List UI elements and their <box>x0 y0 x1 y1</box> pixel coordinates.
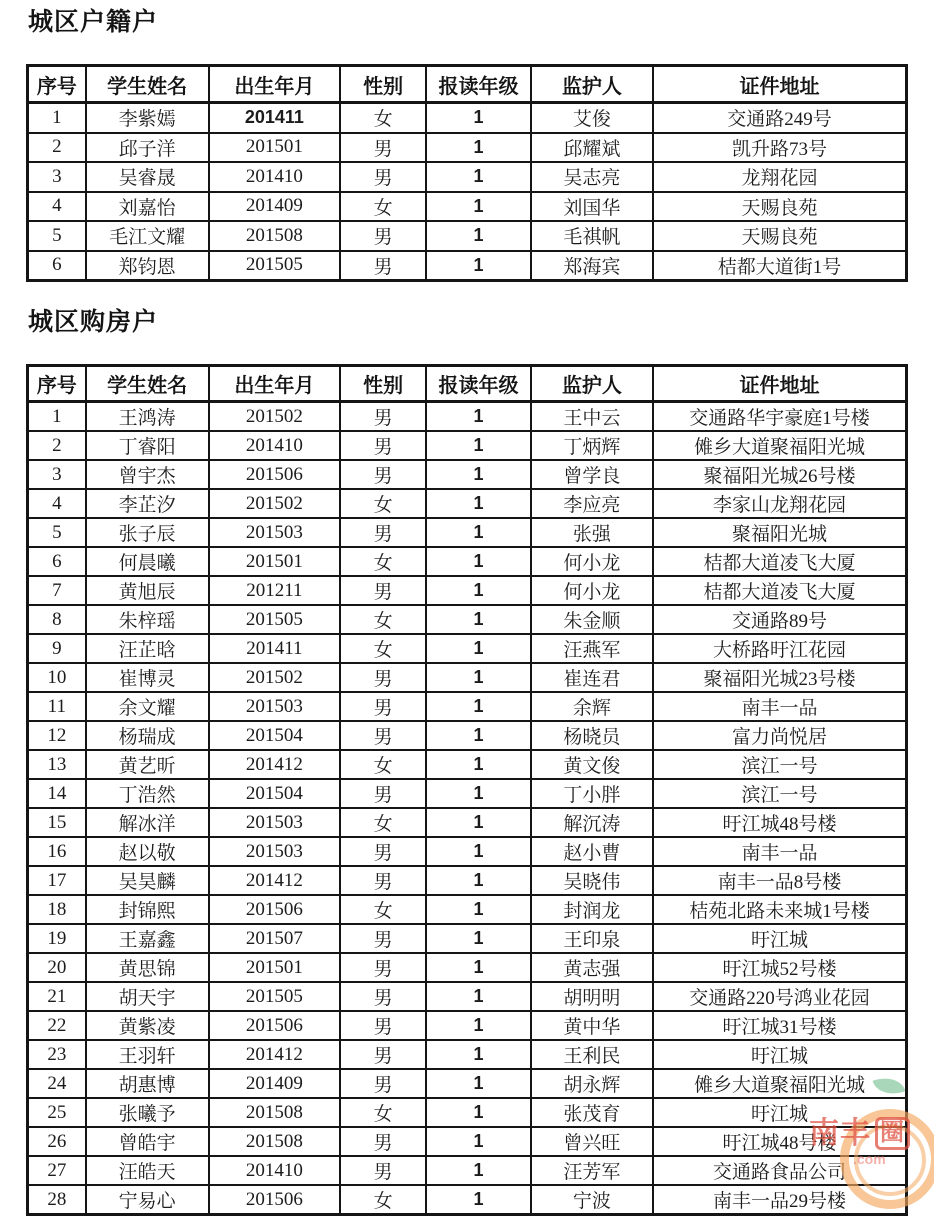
table-cell: 201504 <box>209 779 340 808</box>
table-cell: 旴江城31号楼 <box>653 1011 906 1040</box>
table-cell: 男 <box>340 924 426 953</box>
table-cell: 交通路220号鸿业花园 <box>653 982 906 1011</box>
column-header: 序号 <box>28 366 86 402</box>
table-cell: 滨江一号 <box>653 750 906 779</box>
table-cell: 旴江城 <box>653 1040 906 1069</box>
column-header: 性别 <box>340 66 426 103</box>
table-row <box>28 837 907 866</box>
table-cell: 1 <box>426 103 531 133</box>
section-title-home-buyer-households: 城区购房户 <box>28 308 159 336</box>
table-cell: 1 <box>426 837 531 866</box>
table-cell: 傩乡大道聚福阳光城 <box>653 1069 906 1098</box>
table-cell: 旴江城48号楼 <box>653 808 906 837</box>
table-cell: 吴晓伟 <box>531 866 653 895</box>
table-cell: 丁炳辉 <box>531 431 653 460</box>
section-registered-households <box>18 64 916 282</box>
table-cell: 201412 <box>209 1040 340 1069</box>
table-row <box>28 489 907 518</box>
home-buyer-households-table <box>26 364 908 1216</box>
header-row <box>28 366 907 402</box>
table-cell: 男 <box>340 866 426 895</box>
table-cell: 张强 <box>531 518 653 547</box>
table-cell: 201410 <box>209 1156 340 1185</box>
table-cell: 23 <box>28 1040 86 1069</box>
table-cell: 南丰一品 <box>653 837 906 866</box>
table-cell: 201502 <box>209 663 340 692</box>
table-cell: 毛江文耀 <box>86 221 209 251</box>
watermark-brand: 南丰 <box>809 1116 871 1150</box>
table-cell: 201501 <box>209 953 340 982</box>
table-cell: 2 <box>28 133 86 163</box>
table-cell: 龙翔花园 <box>653 162 906 192</box>
table-cell: 何小龙 <box>531 547 653 576</box>
table-cell: 24 <box>28 1069 86 1098</box>
table-cell: 男 <box>340 518 426 547</box>
table-cell: 201503 <box>209 692 340 721</box>
table-cell: 桔都大道凌飞大厦 <box>653 576 906 605</box>
table-cell: 男 <box>340 1069 426 1098</box>
table-cell: 胡天宇 <box>86 982 209 1011</box>
table-row <box>28 866 907 895</box>
table-cell: 1 <box>426 1156 531 1185</box>
table-cell: 王利民 <box>531 1040 653 1069</box>
table-row <box>28 431 907 460</box>
table-cell: 李家山龙翔花园 <box>653 489 906 518</box>
table-cell: 赵以敬 <box>86 837 209 866</box>
table-cell: 13 <box>28 750 86 779</box>
table-cell: 宁易心 <box>86 1185 209 1215</box>
table-cell: 1 <box>426 953 531 982</box>
table-cell: 女 <box>340 634 426 663</box>
table-cell: 朱梓瑶 <box>86 605 209 634</box>
table-cell: 男 <box>340 460 426 489</box>
table-cell: 1 <box>426 547 531 576</box>
table-cell: 女 <box>340 605 426 634</box>
table-cell: 封润龙 <box>531 895 653 924</box>
table-cell: 男 <box>340 692 426 721</box>
table-cell: 毛祺帆 <box>531 221 653 251</box>
column-header: 监护人 <box>531 66 653 103</box>
registered-households-table <box>26 64 908 282</box>
table-cell: 南丰一品8号楼 <box>653 866 906 895</box>
table-cell: 汪皓天 <box>86 1156 209 1185</box>
table-cell: 女 <box>340 489 426 518</box>
table-cell: 201506 <box>209 460 340 489</box>
table-cell: 201411 <box>209 634 340 663</box>
table-cell: 郑海宾 <box>531 251 653 281</box>
column-header: 证件地址 <box>653 366 906 402</box>
table-cell: 天赐良苑 <box>653 192 906 222</box>
table-cell: 15 <box>28 808 86 837</box>
table-cell: 黄紫凌 <box>86 1011 209 1040</box>
table-cell: 201411 <box>209 103 340 133</box>
table-cell: 聚福阳光城26号楼 <box>653 460 906 489</box>
table-cell: 女 <box>340 547 426 576</box>
table-cell: 201505 <box>209 982 340 1011</box>
table-cell: 胡永辉 <box>531 1069 653 1098</box>
table-cell: 崔博灵 <box>86 663 209 692</box>
table-row <box>28 953 907 982</box>
header-row <box>28 66 907 103</box>
table-row <box>28 808 907 837</box>
table-cell: 201501 <box>209 133 340 163</box>
table-cell: 201409 <box>209 192 340 222</box>
table-cell: 王中云 <box>531 402 653 432</box>
table-cell: 李紫嫣 <box>86 103 209 133</box>
table-cell: 1 <box>426 489 531 518</box>
table-cell: 王嘉鑫 <box>86 924 209 953</box>
table-cell: 1 <box>426 779 531 808</box>
table-cell: 201409 <box>209 1069 340 1098</box>
table-cell: 黄中华 <box>531 1011 653 1040</box>
table-cell: 交通路89号 <box>653 605 906 634</box>
table-cell: 崔连君 <box>531 663 653 692</box>
table-cell: 旴江城52号楼 <box>653 953 906 982</box>
table-cell: 男 <box>340 1127 426 1156</box>
table-cell: 桔都大道凌飞大厦 <box>653 547 906 576</box>
table-cell: 黄志强 <box>531 953 653 982</box>
table-cell: 男 <box>340 1156 426 1185</box>
table-cell: 5 <box>28 221 86 251</box>
table-row <box>28 605 907 634</box>
table-cell: 1 <box>28 402 86 432</box>
table-cell: 汪芷晗 <box>86 634 209 663</box>
table-cell: 胡明明 <box>531 982 653 1011</box>
table-cell: 18 <box>28 895 86 924</box>
table-row <box>28 721 907 750</box>
table-cell: 杨瑞成 <box>86 721 209 750</box>
table-cell: 1 <box>426 221 531 251</box>
table-cell: 女 <box>340 1098 426 1127</box>
table-cell: 男 <box>340 982 426 1011</box>
table-cell: 4 <box>28 192 86 222</box>
table-cell: 交通路食品公司 <box>653 1156 906 1185</box>
table-cell: 汪燕军 <box>531 634 653 663</box>
table-cell: 宁波 <box>531 1185 653 1215</box>
table-cell: 1 <box>426 251 531 281</box>
table-cell: 汪芳军 <box>531 1156 653 1185</box>
table-cell: 刘国华 <box>531 192 653 222</box>
table-cell: 3 <box>28 162 86 192</box>
table-cell: 天赐良苑 <box>653 221 906 251</box>
table-cell: 201501 <box>209 547 340 576</box>
table-cell: 旴江城48号楼 <box>653 1127 906 1156</box>
table-row <box>28 895 907 924</box>
table-cell: 11 <box>28 692 86 721</box>
table-row <box>28 1098 907 1127</box>
column-header: 报读年级 <box>426 366 531 402</box>
table-cell: 201508 <box>209 221 340 251</box>
table-cell: 20 <box>28 953 86 982</box>
table-cell: 1 <box>426 431 531 460</box>
table-cell: 凯升路73号 <box>653 133 906 163</box>
table-cell: 邱耀斌 <box>531 133 653 163</box>
table-row <box>28 518 907 547</box>
table-cell: 曾宇杰 <box>86 460 209 489</box>
table-row <box>28 692 907 721</box>
watermark-domain: .com <box>853 1151 886 1167</box>
table-cell: 21 <box>28 982 86 1011</box>
table-cell: 14 <box>28 779 86 808</box>
table-cell: 1 <box>426 982 531 1011</box>
table-cell: 王鸿涛 <box>86 402 209 432</box>
table-cell: 邱子洋 <box>86 133 209 163</box>
table-cell: 王印泉 <box>531 924 653 953</box>
table-cell: 26 <box>28 1127 86 1156</box>
table-cell: 男 <box>340 953 426 982</box>
table-cell: 10 <box>28 663 86 692</box>
table-cell: 17 <box>28 866 86 895</box>
table-cell: 男 <box>340 133 426 163</box>
table-row <box>28 251 907 281</box>
table-cell: 1 <box>426 895 531 924</box>
table-cell: 黄旭辰 <box>86 576 209 605</box>
table-cell: 曾学良 <box>531 460 653 489</box>
table-cell: 8 <box>28 605 86 634</box>
table-cell: 黄艺昕 <box>86 750 209 779</box>
table-cell: 曾皓宇 <box>86 1127 209 1156</box>
table-cell: 22 <box>28 1011 86 1040</box>
table-cell: 男 <box>340 837 426 866</box>
table-cell: 余文耀 <box>86 692 209 721</box>
table-cell: 1 <box>426 808 531 837</box>
column-header: 监护人 <box>531 366 653 402</box>
table-row <box>28 634 907 663</box>
table-cell: 2 <box>28 431 86 460</box>
table-cell: 解沉涛 <box>531 808 653 837</box>
table-cell: 1 <box>426 1127 531 1156</box>
table-row <box>28 547 907 576</box>
section-title-registered-households: 城区户籍户 <box>28 8 159 36</box>
table-cell: 南丰一品29号楼 <box>653 1185 906 1215</box>
table-cell: 1 <box>426 750 531 779</box>
column-header: 报读年级 <box>426 66 531 103</box>
table-cell: 201502 <box>209 489 340 518</box>
table-cell: 吴志亮 <box>531 162 653 192</box>
table-cell: 杨晓员 <box>531 721 653 750</box>
table-cell: 1 <box>426 721 531 750</box>
table-cell: 交通路华宇豪庭1号楼 <box>653 402 906 432</box>
table-cell: 王羽轩 <box>86 1040 209 1069</box>
table-cell: 解冰洋 <box>86 808 209 837</box>
table-cell: 201504 <box>209 721 340 750</box>
table-cell: 201507 <box>209 924 340 953</box>
table-cell: 3 <box>28 460 86 489</box>
column-header: 证件地址 <box>653 66 906 103</box>
column-header: 学生姓名 <box>86 366 209 402</box>
table-cell: 聚福阳光城23号楼 <box>653 663 906 692</box>
table-cell: 201508 <box>209 1127 340 1156</box>
table-row <box>28 982 907 1011</box>
table-row <box>28 162 907 192</box>
table-cell: 男 <box>340 779 426 808</box>
table-cell: 9 <box>28 634 86 663</box>
table-cell: 男 <box>340 721 426 750</box>
table-cell: 1 <box>426 460 531 489</box>
table-cell: 男 <box>340 1011 426 1040</box>
table-row <box>28 192 907 222</box>
table-cell: 张子辰 <box>86 518 209 547</box>
table-cell: 1 <box>426 605 531 634</box>
table-cell: 张曦予 <box>86 1098 209 1127</box>
column-header: 序号 <box>28 66 86 103</box>
table-cell: 男 <box>340 1040 426 1069</box>
table-cell: 旴江城 <box>653 1098 906 1127</box>
table-row <box>28 1011 907 1040</box>
table-cell: 桔都大道街1号 <box>653 251 906 281</box>
table-cell: 28 <box>28 1185 86 1215</box>
table-row <box>28 1040 907 1069</box>
table-cell: 富力尚悦居 <box>653 721 906 750</box>
table-cell: 赵小曹 <box>531 837 653 866</box>
table-cell: 男 <box>340 251 426 281</box>
watermark-brand-boxed: 圈 <box>875 1117 910 1150</box>
table-cell: 1 <box>426 1011 531 1040</box>
table-cell: 201211 <box>209 576 340 605</box>
table-cell: 1 <box>426 866 531 895</box>
table-row <box>28 750 907 779</box>
table-cell: 男 <box>340 663 426 692</box>
table-cell: 7 <box>28 576 86 605</box>
table-cell: 李应亮 <box>531 489 653 518</box>
table-cell: 交通路249号 <box>653 103 906 133</box>
table-cell: 1 <box>28 103 86 133</box>
table-cell: 郑钧恩 <box>86 251 209 281</box>
table-cell: 201506 <box>209 1185 340 1215</box>
table-cell: 1 <box>426 402 531 432</box>
table-cell: 12 <box>28 721 86 750</box>
table-cell: 201506 <box>209 1011 340 1040</box>
table-row <box>28 1185 907 1215</box>
table-cell: 滨江一号 <box>653 779 906 808</box>
table-cell: 女 <box>340 895 426 924</box>
table-row <box>28 576 907 605</box>
table-cell: 封锦熙 <box>86 895 209 924</box>
table-cell: 胡惠博 <box>86 1069 209 1098</box>
table-cell: 吴昊麟 <box>86 866 209 895</box>
table-cell: 桔苑北路未来城1号楼 <box>653 895 906 924</box>
table-cell: 聚福阳光城 <box>653 518 906 547</box>
table-cell: 25 <box>28 1098 86 1127</box>
table-cell: 201503 <box>209 518 340 547</box>
table-row <box>28 402 907 432</box>
table-cell: 201508 <box>209 1098 340 1127</box>
table-cell: 丁小胖 <box>531 779 653 808</box>
table-row <box>28 460 907 489</box>
table-cell: 朱金顺 <box>531 605 653 634</box>
table-cell: 女 <box>340 750 426 779</box>
table-cell: 旴江城 <box>653 924 906 953</box>
table-cell: 1 <box>426 133 531 163</box>
table-cell: 1 <box>426 1098 531 1127</box>
table-row <box>28 663 907 692</box>
table-cell: 1 <box>426 162 531 192</box>
table-row <box>28 133 907 163</box>
table-cell: 201410 <box>209 431 340 460</box>
table-cell: 1 <box>426 1040 531 1069</box>
table-cell: 吴睿晟 <box>86 162 209 192</box>
table-cell: 201506 <box>209 895 340 924</box>
table-cell: 男 <box>340 402 426 432</box>
table-cell: 南丰一品 <box>653 692 906 721</box>
table-cell: 黄文俊 <box>531 750 653 779</box>
table-cell: 何小龙 <box>531 576 653 605</box>
table-cell: 19 <box>28 924 86 953</box>
table-cell: 余辉 <box>531 692 653 721</box>
section-home-buyer-households <box>18 364 916 1216</box>
table-cell: 4 <box>28 489 86 518</box>
table-row <box>28 1127 907 1156</box>
table-cell: 201505 <box>209 605 340 634</box>
table-cell: 刘嘉怡 <box>86 192 209 222</box>
table-row <box>28 924 907 953</box>
table-row <box>28 221 907 251</box>
table-cell: 1 <box>426 692 531 721</box>
table-row <box>28 1156 907 1185</box>
table-cell: 201412 <box>209 866 340 895</box>
table-cell: 男 <box>340 162 426 192</box>
table-cell: 201505 <box>209 251 340 281</box>
table-cell: 李芷汐 <box>86 489 209 518</box>
column-header: 出生年月 <box>209 66 340 103</box>
table-cell: 1 <box>426 518 531 547</box>
table-cell: 1 <box>426 1069 531 1098</box>
table-cell: 女 <box>340 1185 426 1215</box>
table-cell: 5 <box>28 518 86 547</box>
table-cell: 女 <box>340 103 426 133</box>
document-page <box>18 0 916 1212</box>
table-cell: 201503 <box>209 808 340 837</box>
table-cell: 丁睿阳 <box>86 431 209 460</box>
table-cell: 1 <box>426 576 531 605</box>
table-row <box>28 1069 907 1098</box>
table-cell: 大桥路旴江花园 <box>653 634 906 663</box>
column-header: 性别 <box>340 366 426 402</box>
table-cell: 201410 <box>209 162 340 192</box>
table-cell: 女 <box>340 192 426 222</box>
table-cell: 男 <box>340 221 426 251</box>
table-cell: 201502 <box>209 402 340 432</box>
table-cell: 6 <box>28 251 86 281</box>
table-cell: 1 <box>426 663 531 692</box>
table-cell: 女 <box>340 808 426 837</box>
table-cell: 何晨曦 <box>86 547 209 576</box>
table-cell: 张茂育 <box>531 1098 653 1127</box>
table-cell: 黄思锦 <box>86 953 209 982</box>
table-cell: 艾俊 <box>531 103 653 133</box>
table-cell: 男 <box>340 576 426 605</box>
table-row <box>28 103 907 133</box>
column-header: 出生年月 <box>209 366 340 402</box>
table-cell: 傩乡大道聚福阳光城 <box>653 431 906 460</box>
table-cell: 1 <box>426 924 531 953</box>
table-cell: 201503 <box>209 837 340 866</box>
table-row <box>28 779 907 808</box>
table-cell: 16 <box>28 837 86 866</box>
table-cell: 1 <box>426 1185 531 1215</box>
table-cell: 1 <box>426 634 531 663</box>
table-cell: 6 <box>28 547 86 576</box>
table-cell: 201412 <box>209 750 340 779</box>
table-cell: 丁浩然 <box>86 779 209 808</box>
column-header: 学生姓名 <box>86 66 209 103</box>
table-cell: 男 <box>340 431 426 460</box>
table-cell: 1 <box>426 192 531 222</box>
table-cell: 曾兴旺 <box>531 1127 653 1156</box>
table-cell: 27 <box>28 1156 86 1185</box>
